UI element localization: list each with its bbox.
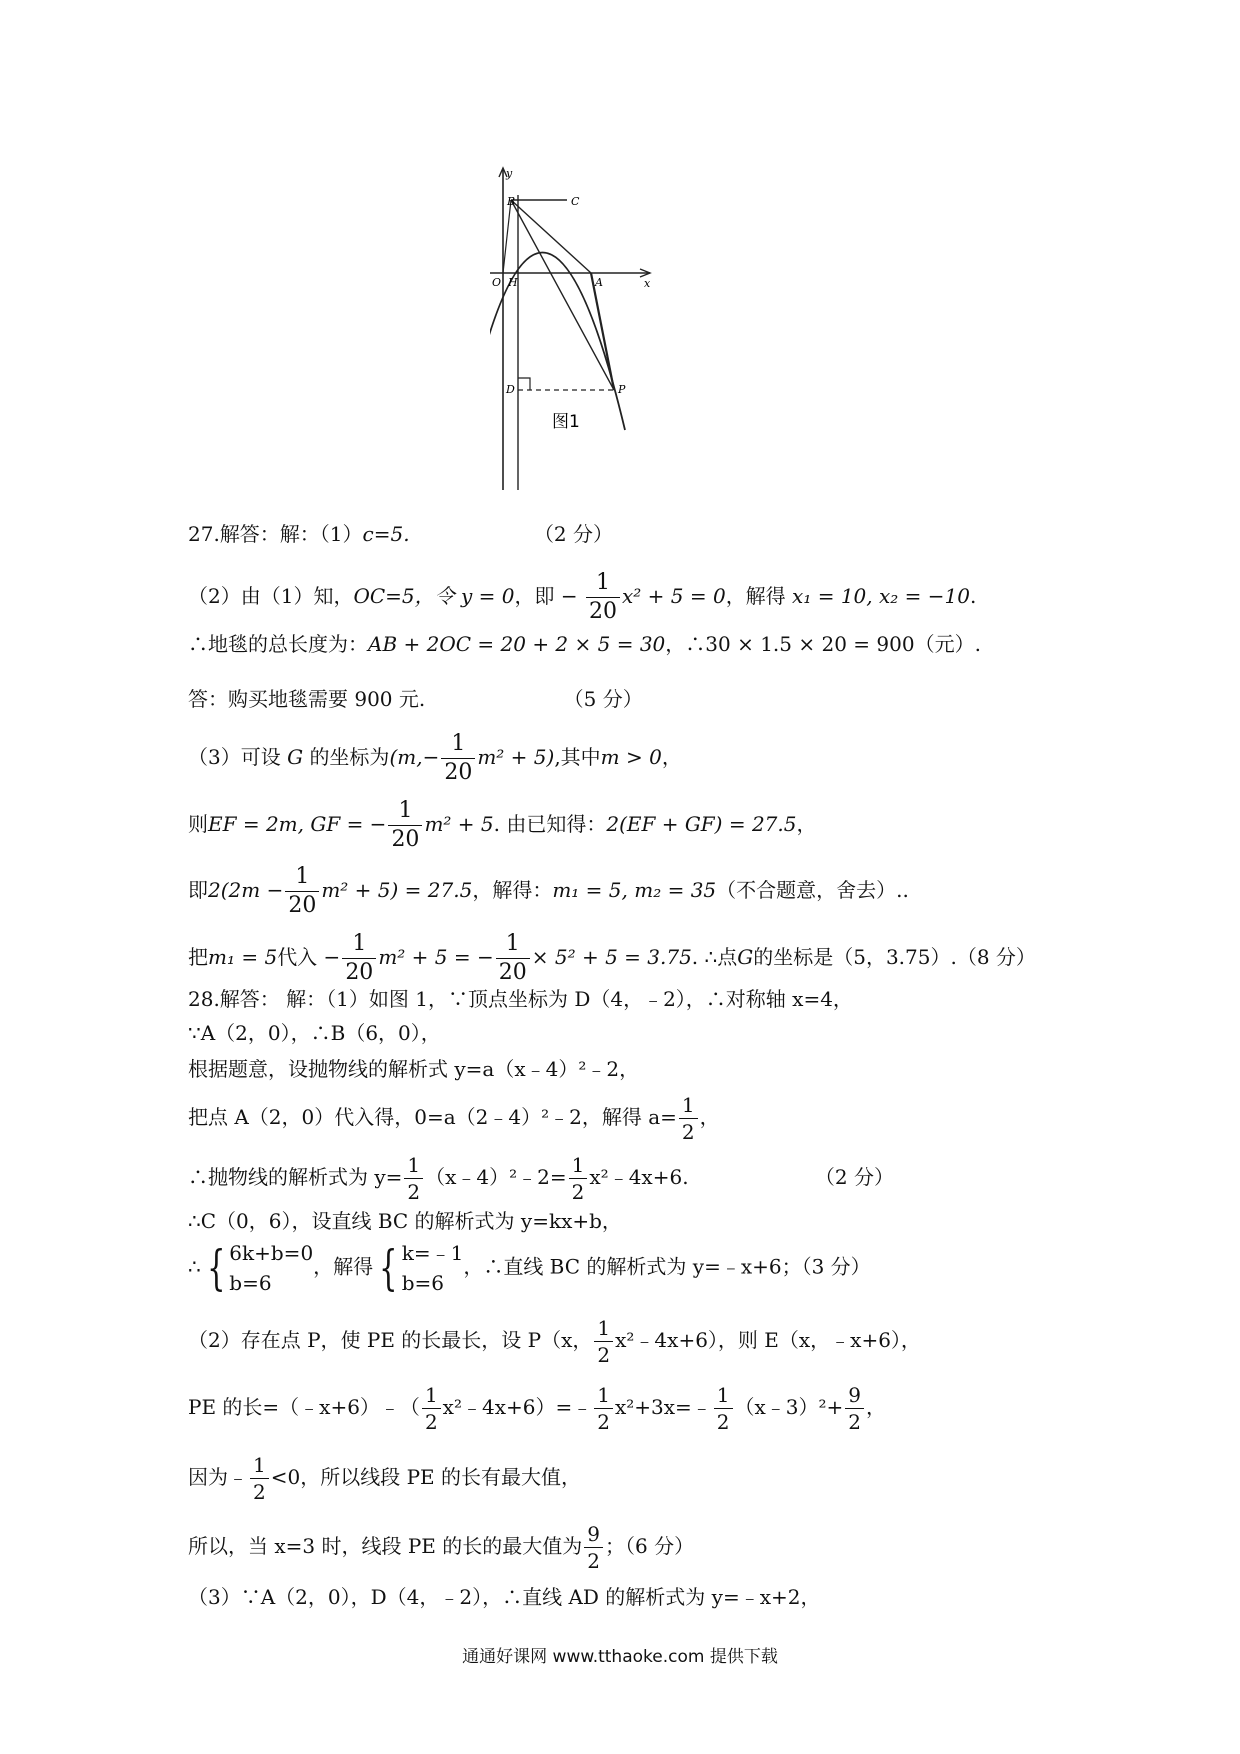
q28-l5-a: ∴抛物线的解析式为 y= (188, 1165, 403, 1189)
q27-l8-frac: $\frac{1}{20}$ (342, 933, 376, 984)
q27-l2-b: OC=5，令 (353, 584, 455, 608)
label-h: H (508, 276, 518, 289)
q27-l8-c: 代入 − (277, 945, 341, 969)
q28-l9-frac4: $\frac{9}{2}$ (845, 1385, 864, 1432)
q27-line3 (188, 630, 981, 658)
label-a: A (595, 276, 603, 289)
q28-l7-c: ，∴直线 BC 的解析式为 y=﹣x+6；（3 分） (463, 1254, 871, 1279)
q27-line2 (188, 572, 976, 623)
label-p: P (618, 383, 626, 396)
segment-ap (591, 273, 614, 390)
q27-line4 (188, 685, 643, 713)
parabola-figure (490, 165, 760, 490)
q27-l5-h: ， (661, 745, 682, 769)
q27-l7-f: （不合题意，舍去）.. (716, 878, 909, 902)
q28-line10 (188, 1455, 581, 1502)
q28-line9 (188, 1385, 886, 1432)
q27-l6-a: 则 (188, 812, 208, 836)
q27-l6-f: ， (796, 812, 817, 836)
q27-l5-a: （3）可设 (188, 745, 281, 769)
q27-l8-d: m² + 5 = − (378, 945, 494, 969)
label-b: B (507, 195, 516, 208)
q27-l5-frac: $\frac{1}{20}$ (441, 733, 475, 784)
q27-l2-g: x₁ = 10, x₂ = −10 (792, 584, 970, 608)
label-y: y (506, 167, 513, 180)
q27-l5-c: 的坐标为 (309, 745, 390, 769)
q27-l6-d: . 由已知得： (493, 812, 607, 836)
q28-l8-b: x²﹣4x+6），则 E（x，﹣x+6）， (615, 1328, 921, 1352)
q28-l4-b: ， (699, 1105, 720, 1129)
page-footer: 通通好课网 www.tthaoke.com 提供下载 (462, 1647, 778, 1667)
q27-l8-e: × 5² + 5 = 3.75 (531, 945, 692, 969)
q28-l10-frac: $\frac{1}{2}$ (250, 1455, 269, 1502)
q28-l9-frac3: $\frac{1}{2}$ (714, 1385, 733, 1432)
q27-l5-e: m² + 5) (477, 745, 555, 769)
segment-bp (511, 200, 614, 390)
q28-l11-frac: $\frac{9}{2}$ (584, 1524, 603, 1571)
q28-system-1: { 6k+b=0 b=6 (206, 1240, 314, 1296)
q27-line5 (188, 733, 682, 784)
q28-l4-a: 把点 A（2，0）代入得，0=a（2﹣4）²﹣2，解得 a= (188, 1105, 677, 1129)
q28-l9-frac: $\frac{1}{2}$ (422, 1385, 441, 1432)
q28-line5 (188, 1155, 894, 1202)
q27-l7-c: m² + 5) = 27.5 (321, 878, 473, 902)
q28-line7 (188, 1238, 871, 1298)
q27-l6-e: 2(EF + GF) = 27.5 (606, 812, 797, 836)
q27-l2-f: ，解得 (725, 584, 786, 608)
q28-l11-b: ；（6 分） (604, 1534, 695, 1558)
q28-system-2: { k=﹣1 b=6 (379, 1240, 464, 1296)
label-c: C (571, 195, 580, 208)
q27-l2-d: ，即 − (514, 584, 578, 608)
q27-line1 (188, 520, 613, 548)
q28-line6: ∴C（0，6），设直线 BC 的解析式为 y=kx+b， (188, 1209, 622, 1233)
q27-l8-g: G (737, 945, 754, 969)
q28-l9-e: ， (866, 1395, 887, 1419)
q27-l5-g: m > 0 (600, 745, 662, 769)
q28-l10-a: 因为﹣ (188, 1465, 248, 1489)
q28-l4-frac: $\frac{1}{2}$ (679, 1095, 698, 1142)
q28-l8-a: （2）存在点 P，使 PE 的长最长，设 P（x， (188, 1328, 593, 1352)
q28-line8 (188, 1318, 921, 1365)
q28-l9-frac2: $\frac{1}{2}$ (594, 1385, 613, 1432)
q28-l9-d: （x﹣3）²+ (734, 1395, 844, 1419)
q28-l5-c: x²﹣4x+6. (589, 1165, 689, 1189)
q28-l7-a: ∴ (188, 1254, 201, 1279)
q28-line3: 根据题意，设抛物线的解析式 y=a（x﹣4）²﹣2， (188, 1057, 640, 1081)
q28-line1: 28.解答： 解：（1）如图 1，∵顶点坐标为 D（4，﹣2），∴对称轴 x=4， (188, 987, 853, 1011)
q27-l4-score: （5 分） (563, 687, 643, 711)
q27-l8-frac2: $\frac{1}{20}$ (496, 933, 530, 984)
q27-l6-b: EF = 2m, GF = − (208, 812, 387, 836)
q28-line11 (188, 1524, 694, 1571)
q28-l9-a: PE 的长=（﹣x+6）﹣（ (188, 1395, 420, 1419)
q28-line2: ∵A（2，0），∴B（6，0）， (188, 1021, 441, 1045)
q27-l3-c: ，∴30 × 1.5 × 20 = 900 (665, 632, 915, 656)
q27-l5-d: (m,− (389, 745, 440, 769)
q28-l9-b: x²﹣4x+6）=﹣ (442, 1395, 593, 1419)
q28-l11-a: 所以，当 x=3 时，线段 PE 的长的最大值为 (188, 1534, 583, 1558)
q28-l9-c: x²+3x=﹣ (614, 1395, 712, 1419)
q27-l6-c: m² + 5 (424, 812, 494, 836)
q27-l2-a: （2）由（1）知， (188, 584, 354, 608)
label-x: x (644, 277, 651, 290)
label-d: D (506, 383, 515, 396)
q28-l8-frac: $\frac{1}{2}$ (594, 1318, 613, 1365)
q27-l7-b: 2(2m − (208, 878, 284, 902)
q27-l2-c: y = 0 (461, 584, 515, 608)
q27-l7-d: ，解得： (472, 878, 553, 902)
q27-line8 (188, 933, 1036, 984)
q28-l5-b: （x﹣4）²﹣2= (425, 1165, 567, 1189)
q28-l5-score: （2 分） (814, 1165, 894, 1189)
q27-l1-eq: c=5. (362, 522, 410, 546)
q28-line4 (188, 1095, 720, 1142)
q27-l7-a: 即 (188, 878, 208, 902)
q27-l4-a: 答：购买地毯需要 900 元. (188, 687, 426, 711)
q27-l7-e: m₁ = 5, m₂ = 35 (552, 878, 717, 902)
label-o: O (492, 276, 502, 289)
q28-l5-frac2: $\frac{1}{2}$ (569, 1155, 588, 1202)
q27-l8-b: m₁ = 5 (208, 945, 278, 969)
q27-l8-a: 把 (188, 945, 208, 969)
q28-l10-b: <0，所以线段 PE 的长有最大值， (270, 1465, 581, 1489)
q27-l5-b: G (287, 745, 304, 769)
q27-line7 (188, 866, 909, 917)
q27-l3-b: AB + 2OC = 20 + 2 × 5 = 30 (368, 632, 666, 656)
q28-l7-b: ，解得 (313, 1254, 374, 1279)
q27-l2-e: x² + 5 = 0 (621, 584, 726, 608)
q28-l5-frac: $\frac{1}{2}$ (404, 1155, 423, 1202)
q27-l8-h: 的坐标是（5，3.75）.（8 分） (753, 945, 1036, 969)
q27-l5-f: ,其中 (554, 745, 601, 769)
q27-l8-f: . ∴点 (691, 945, 738, 969)
segment-oc (503, 200, 511, 273)
q27-l1-text: 27.解答：解：（1） (188, 522, 363, 546)
q27-l6-frac: $\frac{1}{20}$ (388, 800, 422, 851)
q27-l2-frac: $\frac{1}{20}$ (586, 572, 620, 623)
q27-l3-a: ∴地毯的总长度为： (188, 632, 368, 656)
q27-l3-d: （元）. (914, 632, 981, 656)
q27-l7-frac: $\frac{1}{20}$ (285, 866, 319, 917)
figure-caption: 图1 (552, 412, 580, 432)
q27-l2-h: . (969, 584, 977, 608)
q27-line6 (188, 800, 816, 851)
q27-l1-score: （2 分） (533, 522, 614, 546)
q28-line12: （3）∵A（2，0），D（4，﹣2），∴直线 AD 的解析式为 y=﹣x+2， (188, 1585, 821, 1609)
